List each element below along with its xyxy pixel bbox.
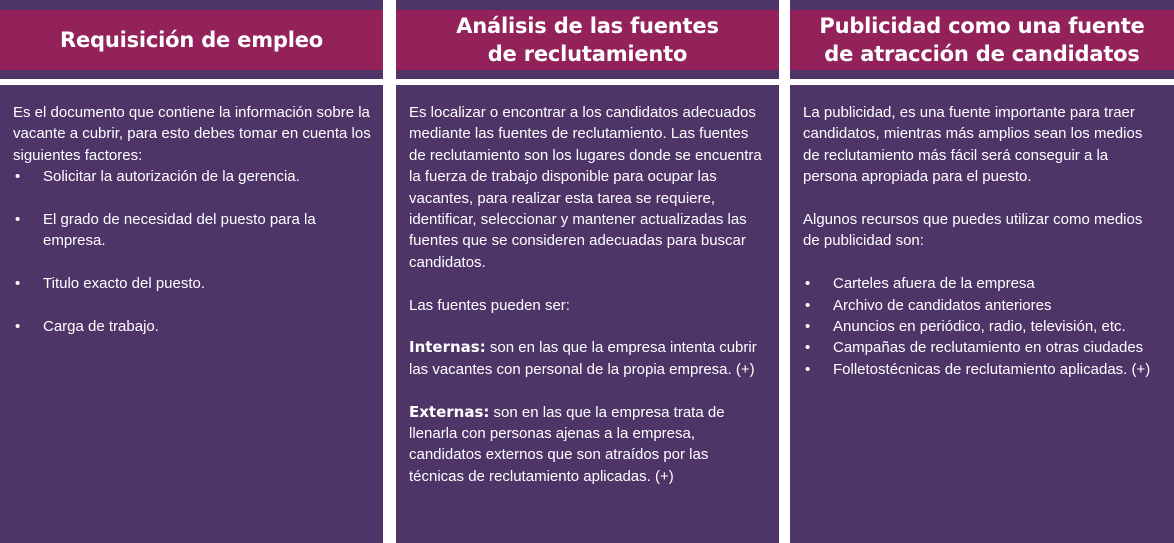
column-title — [0, 10, 383, 70]
resources-list — [803, 273, 1162, 380]
list-item: • Archivo de candidatos anteriores — [803, 295, 1162, 316]
intro-text: Es localizar o encontrar a los candidatos adecuados mediante las fuentes de reclutamiento. Las fuentes de reclutamiento son los lugares donde se encuentra la fuerza de trabajo disponible para ocupar las vacantes, para realizar esta tarea se requiere, identificar, seleccionar y mantener actualizadas las fuentes que se consideren adecuadas para buscar candidatos. — [409, 104, 762, 271]
list-item: • Anuncios en periódico, radio, televisión, etc. — [803, 316, 1162, 337]
column-body — [790, 85, 1174, 543]
list-item: • Carga de trabajo. — [13, 316, 371, 337]
intro-text: La publicidad, es una fuente importante para traer candidatos, mientras más amplios sean los medios de reclutamiento más fácil será conseguir a la persona apropiada para el puesto. — [803, 104, 1143, 186]
internal-text: son en las que la empresa intenta cubrir las vacantes con personal de la propia empresa. (+) — [409, 339, 757, 378]
external-lead: Externas: — [409, 402, 490, 421]
internal-sources — [409, 337, 767, 380]
list-item: • Solicitar la autorización de la gerencia. — [13, 166, 371, 187]
column-publicidad — [790, 0, 1174, 543]
title-line: de reclutamiento — [487, 42, 688, 66]
title-line: Publicidad como una fuente — [819, 14, 1145, 38]
title-line: Requisición de empleo — [59, 28, 324, 52]
external-sources — [409, 402, 767, 488]
column-fuentes — [396, 0, 779, 543]
list-item: • Titulo exacto del puesto. — [13, 273, 371, 294]
factors-list — [13, 166, 371, 337]
column-title — [790, 10, 1174, 70]
resources-label: Algunos recursos que puedes utilizar como medios de publicidad son: — [803, 211, 1143, 250]
column-body — [396, 85, 779, 543]
list-item: • El grado de necesidad del puesto para la empresa. — [13, 209, 371, 252]
sources-label: Las fuentes pueden ser: — [409, 296, 570, 314]
list-item: • Folletostécnicas de reclutamiento aplicadas. (+) — [803, 359, 1162, 380]
intro-text: Es el documento que contiene la información sobre la vacante a cubrir, para esto debes tomar en cuenta los siguientes factores: — [13, 104, 371, 164]
list-item: • Carteles afuera de la empresa — [803, 273, 1162, 294]
title-line: Análisis de las fuentes — [456, 14, 719, 38]
internal-lead: Internas: — [409, 338, 486, 357]
title-line: de atracción de candidatos — [824, 42, 1140, 66]
column-title — [396, 10, 779, 70]
column-body — [0, 85, 383, 543]
list-item: • Campañas de reclutamiento en otras ciudades — [803, 337, 1162, 358]
column-requisicion — [0, 0, 383, 543]
external-text: son en las que la empresa trata de llenarla con personas ajenas a la empresa, candidatos externos que son atraídos por las técnicas de reclutamiento aplicadas. (+) — [409, 403, 725, 485]
